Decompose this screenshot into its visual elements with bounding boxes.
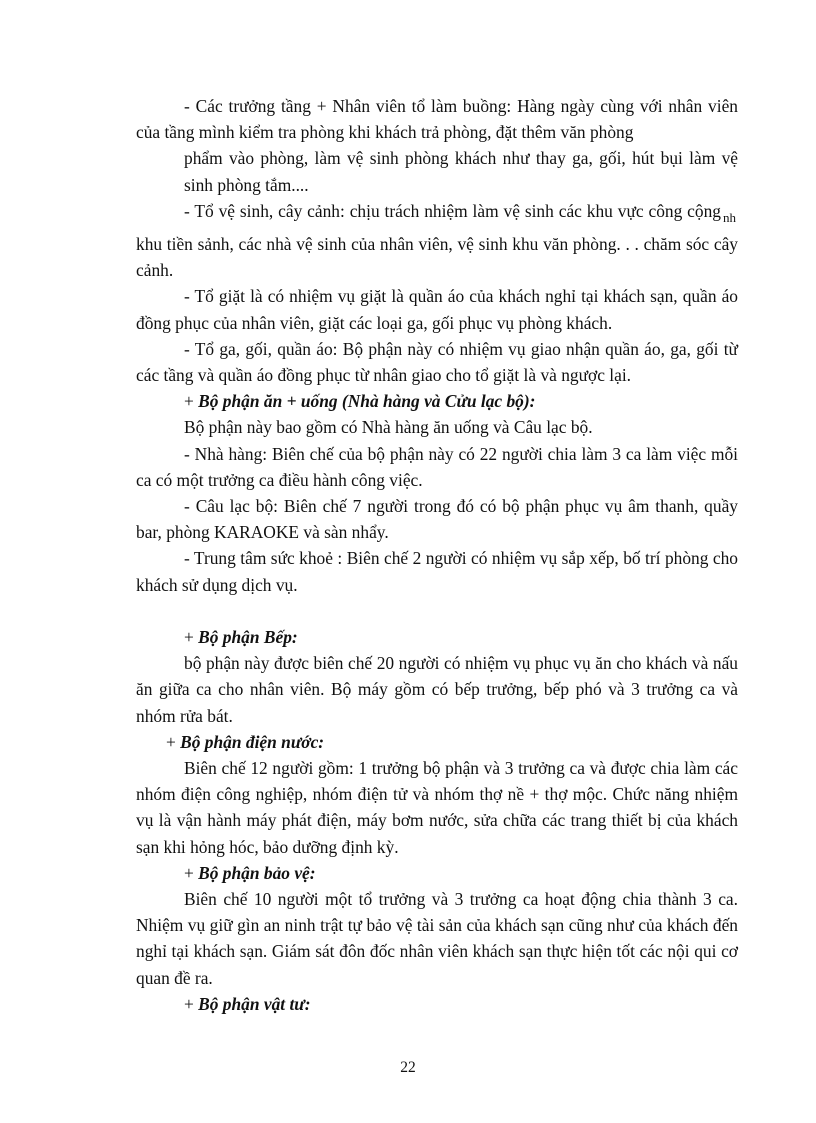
heading-bullet: +: [184, 862, 199, 883]
heading-bullet: +: [166, 731, 181, 752]
paragraph-housekeeping-line1: - Các trưởng tầng + Nhân viên tổ làm buồng: Hàng ngày cùng với nhân viên của tầng mình kiểm tra phòng khi khách trả phòng, đặt thêm văn phòng: [136, 96, 738, 143]
paragraph-cleaning-text: - Tổ vệ sinh, cây cảnh: chịu trách nhiệm làm vệ sinh các khu vực công cộng: [184, 200, 721, 221]
heading-text: Bộ phận điện nước:: [180, 731, 325, 752]
paragraph-health-center: - Trung tâm sức khoẻ : Biên chế 2 người có nhiệm vụ sắp xếp, bố trí phòng cho khách sử dụng dịch vụ.: [136, 548, 738, 595]
paragraph-restaurant: - Nhà hàng: Biên chế của bộ phận này có 22 người chia làm 3 ca làm việc mỗi ca có một trưởng ca điều hành công việc.: [136, 443, 738, 490]
paragraph-laundry: - Tổ giặt là có nhiệm vụ giặt là quần áo của khách nghỉ tại khách sạn, quần áo đồng phục của nhân viên, giặt các loại ga, gối phục vụ phòng khách.: [136, 286, 738, 333]
heading-kitchen: [136, 624, 738, 650]
paragraph-security: Biên chế 10 người một tổ trưởng và 3 trưởng ca hoạt động chia thành 3 ca. Nhiệm vụ giữ gìn an ninh trật tự bảo vệ tài sản của khách sạn cũng như của khách đến nghỉ tại khách sạn. Giám sát đôn đốc nhân viên khách sạn thực hiện tốt các nội qui cơ quan đề ra.: [136, 889, 738, 988]
document-body: [136, 93, 738, 1017]
paragraph-cleaning-rest: khu tiền sảnh, các nhà vệ sinh của nhân viên, vệ sinh khu văn phòng. . . chăm sóc cây cảnh.: [136, 234, 738, 281]
heading-text: Bộ phận ăn + uống (Nhà hàng và Cửu lạc bộ):: [198, 391, 536, 412]
heading-text: Bộ phận bảo vệ:: [198, 862, 316, 883]
stray-subscript-text: nh: [723, 209, 736, 225]
heading-bullet: +: [184, 993, 199, 1014]
paragraph-club: - Câu lạc bộ: Biên chế 7 người trong đó có bộ phận phục vụ âm thanh, quầy bar, phòng KARAOKE và sàn nhẩy.: [136, 496, 738, 543]
heading-text: Bộ phận vật tư:: [198, 993, 311, 1014]
page-number: 22: [400, 1059, 416, 1076]
heading-security: [136, 860, 738, 886]
heading-electrical: [136, 729, 738, 755]
paragraph-cleaning: [136, 198, 738, 284]
heading-bullet: +: [184, 627, 199, 648]
paragraph-electrical: Biên chế 12 người gồm: 1 trưởng bộ phận và 3 trưởng ca và được chia làm các nhóm điện công nghiệp, nhóm điện tử và nhóm thợ nề + thợ mộc. Chức năng nhiệm vụ là vận hành máy phát điện, máy bơm nước, sửa chữa các trang thiết bị của khách sạn khi hỏng hóc, bảo dưỡng định kỳ.: [136, 758, 738, 857]
heading-supplies: [136, 991, 738, 1017]
blank-line: [136, 598, 738, 624]
heading-bullet: +: [184, 391, 199, 412]
paragraph-fb-intro: Bộ phận này bao gồm có Nhà hàng ăn uống và Câu lạc bộ.: [184, 417, 593, 438]
paragraph-linen: - Tổ ga, gối, quần áo: Bộ phận này có nhiệm vụ giao nhận quần áo, ga, gối từ các tầng và quần áo đồng phục từ nhân giao cho tổ giặt là và ngược lại.: [136, 338, 738, 386]
paragraph-kitchen: bộ phận này được biên chế 20 người có nhiệm vụ phục vụ ăn cho khách và nấu ăn giữa ca cho nhân viên. Bộ máy gồm có bếp trưởng, bếp phó và 3 trưởng ca và nhóm rửa bát.: [136, 653, 738, 726]
heading-text: Bộ phận Bếp:: [198, 627, 298, 648]
paragraph-housekeeping-line2: phẩm vào phòng, làm vệ sinh phòng khách như thay ga, gối, hút bụi làm vệ sinh phòng tắm....: [184, 148, 738, 195]
heading-food-beverage: [136, 388, 738, 414]
